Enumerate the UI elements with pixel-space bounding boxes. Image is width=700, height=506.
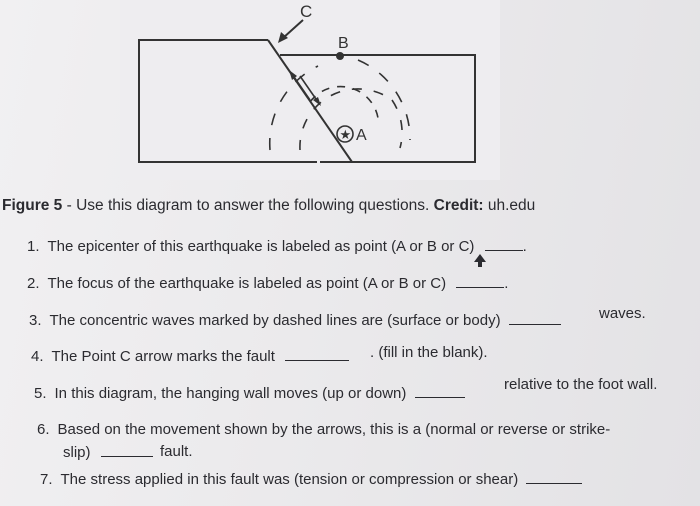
question-2 xyxy=(27,275,508,293)
question-text: Based on the movement shown by the arrows, this is a (normal or reverse or strike- xyxy=(57,421,611,438)
answer-blank-2[interactable] xyxy=(456,275,504,288)
question-4 xyxy=(31,348,349,366)
question-number: 1. xyxy=(27,238,40,255)
credit-label: Credit: xyxy=(433,197,484,214)
mouse-cursor-icon xyxy=(473,254,487,268)
question-number: 5. xyxy=(34,385,47,402)
question-text: The focus of the earthquake is labeled as point (A or B or C) xyxy=(47,275,447,292)
question-number: 2. xyxy=(27,275,40,292)
question-text-continued: slip) xyxy=(63,444,91,461)
label-c: C xyxy=(300,2,313,21)
label-a: A xyxy=(356,127,367,144)
label-b: B xyxy=(338,35,349,52)
question-suffix: . xyxy=(522,238,527,255)
question-number: 3. xyxy=(29,312,42,329)
answer-blank-5[interactable] xyxy=(415,385,465,398)
question-4-suffix: . (fill in the blank). xyxy=(370,344,488,361)
question-7 xyxy=(40,471,582,489)
question-text: The concentric waves marked by dashed lines are (surface or body) xyxy=(49,312,501,329)
question-3-suffix: waves. xyxy=(599,305,646,322)
question-text: In this diagram, the hanging wall moves (up or down) xyxy=(54,385,407,402)
point-a-star-icon: ★ xyxy=(339,128,352,143)
answer-blank-1[interactable] xyxy=(485,238,523,251)
answer-blank-6[interactable] xyxy=(101,444,153,457)
question-text: The Point C arrow marks the fault xyxy=(51,348,275,365)
answer-blank-4[interactable] xyxy=(285,348,349,361)
question-number: 7. xyxy=(40,471,53,488)
fault-diagram xyxy=(120,0,500,180)
question-3 xyxy=(29,312,561,330)
credit-value: uh.edu xyxy=(483,197,536,214)
question-number: 4. xyxy=(31,348,44,365)
answer-blank-7[interactable] xyxy=(526,471,582,484)
question-text: The stress applied in this fault was (tension or compression or shear) xyxy=(60,471,519,488)
question-text: The epicenter of this earthquake is labeled as point (A or B or C) xyxy=(47,238,475,255)
answer-blank-3[interactable] xyxy=(509,312,561,325)
question-5 xyxy=(34,385,465,403)
question-1 xyxy=(27,238,527,256)
question-5-suffix: relative to the foot wall. xyxy=(504,376,658,393)
question-suffix: . xyxy=(504,275,509,292)
figure-label: Figure 5 xyxy=(2,197,63,214)
point-b-dot xyxy=(336,52,344,60)
question-number: 6. xyxy=(37,421,50,438)
question-6-suffix: fault. xyxy=(160,443,193,460)
figure-caption xyxy=(2,197,535,215)
question-6 xyxy=(37,421,610,439)
question-6-line-2 xyxy=(63,444,153,462)
caption-text: - Use this diagram to answer the following questions. xyxy=(62,197,434,214)
